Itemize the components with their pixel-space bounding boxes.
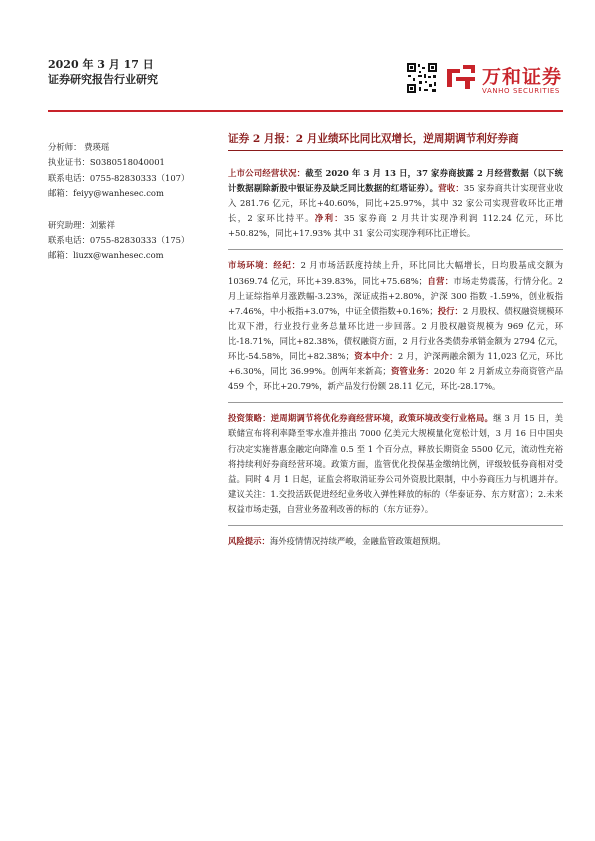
investment-banking-text: 2 月股权、债权融资规模环比双下滑，行业投行业务总量环比进一步回落。2 月股权融资规模为 969 亿元，环比-18.71%，同比+82.38%，债权融资方面，2 月行业各类债券承销金额为 2794 亿元，环比-54.58%，同比+82.38%； [228,305,563,362]
report-type: 证券研究报告行业研究 [48,73,158,86]
revenue-text: 35 家券商共计实现营业收入 281.76 亿元，环比+40.60%，同比+25.97%，其中 32 家公司实现营收环比正增长，2 家环比持平。 [228,183,563,224]
title-divider [228,150,563,151]
section-market [228,258,563,394]
brand-name: 万和证券 [482,66,563,88]
label-company-ops: 上市公司经营状况： [228,168,306,178]
label-capital-intermediary: 资本中介： [353,351,398,362]
analyst-email: 邮箱：feiyy@wanhesec.com [48,188,164,199]
capital-intermediary-text: 2 月，沪深两融余额为 11,023 亿元，环比+6.30%，同比 36.99%。创两年来新高； [228,351,563,377]
label-asset-management: 资管业务： [390,366,434,377]
label-brokerage: 经纪： [273,260,301,271]
report-body [228,166,563,557]
assistant-phone: 联系电话：0755-82830333（175） [48,235,190,246]
brand-name-en: VANHO SECURITIES [482,87,560,95]
analyst-cert: 执业证书：S0380518040001 [48,157,165,168]
analyst-name: 分析师： 费瑛瑶 [48,142,110,152]
report-date: 2020 年 3 月 17 日 [48,58,154,71]
label-investment-banking: 投行： [437,305,463,316]
proprietary-text: 市场走势震荡，行情分化。2 月上证综指单月涨跌幅-3.23%，深证成指+2.80%，沪深 300 指数 -1.59%，创业板指+7.46%，中小板指+3.07%，中证全债指数+0.16%； [228,275,564,316]
spacer [48,202,223,218]
brokerage-text: 2 月市场活跃度持续上升，环比同比大幅增长，日均股基成交额为 10369.74 亿元，环比+39.83%，同比+75.68%； [228,260,563,286]
analyst-info [48,140,223,264]
section-divider [228,249,563,250]
net-profit-text: 35 家券商 2 月共计实现净利润 112.24 亿元，环比+50.82%，同比+17.93% 其中 31 家公司实现净利环比正增长。 [228,213,563,239]
section-divider [228,525,563,526]
label-revenue: 营收： [438,183,464,194]
label-proprietary: 自营： [427,275,454,286]
report-title: 证券 2 月报：2 月业绩环比同比双增长，逆周期调节利好券商 [228,133,519,145]
header-divider [48,110,563,112]
label-net-profit: 净利： [314,213,344,224]
assistant-name: 研究助理：刘紫祥 [48,219,115,230]
vanho-logo-icon [444,63,478,91]
assistant-email: 邮箱：liuzx@wanhesec.com [48,250,164,261]
ops-summary: 截至 2020 年 3 月 13 日，37 家券商披露 2 月经营数据（以下统计数据剔除新股中银证券及缺乏同比数据的红塔证券）。 [228,168,564,194]
analyst-phone: 联系电话：0755-82830333（107） [48,172,190,183]
section-strategy [228,411,563,517]
section-company-ops [228,166,563,241]
strategy-text: 继 3 月 15 日，美联储宣布将利率降至零水准并推出 7000 亿美元大规模量化宽松计划，3 月 16 日中国央行决定实施普惠金融定向降准 0.5 至 1 个百分点，释放长期资金 5500 亿元，流动性充裕将持续利好券商经营环境。政策方面，监管优化投保基金缴纳比例，评级较低券商相对受益。同时 4 月 1 日起，证监会将取消证券公司外资股比限制，中小券商压力与机遇并存。建议关注：1.交投活跃促进经纪业务收入弹性释放的标的（华泰证券、东方财富）；2.未来权益市场走强，自营业务盈利改善的标的（东方证券）。 [228,413,563,514]
label-strategy: 投资策略：逆周期调节将优化券商经营环境，政策环境改变行业格局。 [228,413,494,424]
risk-text: 海外疫情情况持续严峻，金融监管政策超预期。 [269,535,446,546]
label-risk: 风险提示： [228,535,270,546]
qr-code-icon [406,62,438,94]
section-divider [228,402,563,403]
label-market: 市场环境： [228,260,274,271]
section-risk [228,534,563,549]
asset-management-text: 2020 年 2 月新成立券商资管产品 459 个，环比+20.79%，新产品发行份额 28.11 亿元，环比-28.17%。 [228,366,564,392]
